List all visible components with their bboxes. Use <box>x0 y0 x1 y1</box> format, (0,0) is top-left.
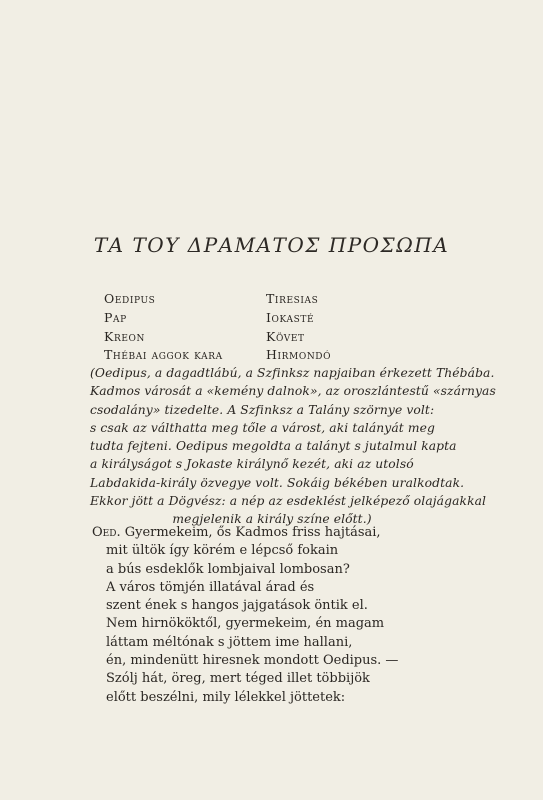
stage-direction-line: megjelenik a király színe előtt.) <box>172 512 372 527</box>
stage-direction-line: Ekkor jött a Dögvész: a nép az esdeklést jelképező olajágakkal <box>90 494 487 509</box>
cast-member: Pap <box>104 309 127 325</box>
cast-member: Hirmondó <box>266 347 332 363</box>
verse-text: Gyermekeim, ős Kadmos friss hajtásai, <box>124 525 381 540</box>
page-title: ΤΑ ΤΟΥ ΔΡΑΜΑΤΟΣ ΠΡΟΣΩΠΑ <box>93 233 450 257</box>
cast-list-left <box>104 290 223 365</box>
stage-direction-line: csodalány» tizedelte. A Szfinksz a Talány szörnye volt: <box>90 402 435 417</box>
verse-line: A város tömjén illatával árad és <box>106 579 315 595</box>
stage-direction <box>90 364 496 529</box>
stage-direction-line: a királyságot s Jokaste királynő kezét, aki az utolsó <box>90 457 414 472</box>
verse-line: szent ének s hangos jajgatások öntik el. <box>106 598 368 614</box>
cast-member: Tiresias <box>266 291 319 306</box>
verse-line: előtt beszélni, mily lélekkel jöttetek: <box>106 689 346 705</box>
stage-direction-line: s csak az válthatta meg tőle a várost, aki talányát meg <box>90 420 435 435</box>
verse-line: Nem hirnököktől, gyermekeim, én magam <box>106 616 385 632</box>
cast-member: Thébai aggok kara <box>104 347 223 363</box>
stage-direction-line: Labdakida-király özvegye volt. Sokáig békében uralkodtak. <box>90 475 465 490</box>
verse-line: láttam méltónak s jöttem ime hallani, <box>106 634 353 650</box>
cast-member: Iokasté <box>266 309 315 325</box>
verse-line: én, mindenütt hiresnek mondott Oedipus. — <box>106 653 399 669</box>
verse-line <box>92 524 398 542</box>
verse-line: mit ültök így körém e lépcső fokain <box>106 543 339 559</box>
verse-block <box>92 524 398 707</box>
stage-direction-line: (Oedipus, a dagadtlábú, a Szfinksz napjaiban érkezett Thébába. <box>90 366 495 380</box>
verse-line: Szólj hát, öreg, mert téged illet többijök <box>106 671 370 687</box>
stage-direction-line: Kadmos városát a «kemény dalnok», az oroszlántestű «szárnyas <box>90 384 496 399</box>
speaker-name: Oed. <box>92 525 121 540</box>
cast-member: Követ <box>266 328 305 344</box>
cast-list-right <box>266 290 331 365</box>
verse-line: a bús esdeklők lombjaival lombosan? <box>106 561 350 577</box>
cast-member: Oedipus <box>104 291 156 306</box>
stage-direction-line: tudta fejteni. Oedipus megoldta a talányt s jutalmul kapta <box>90 439 457 454</box>
cast-member: Kreon <box>104 328 145 344</box>
